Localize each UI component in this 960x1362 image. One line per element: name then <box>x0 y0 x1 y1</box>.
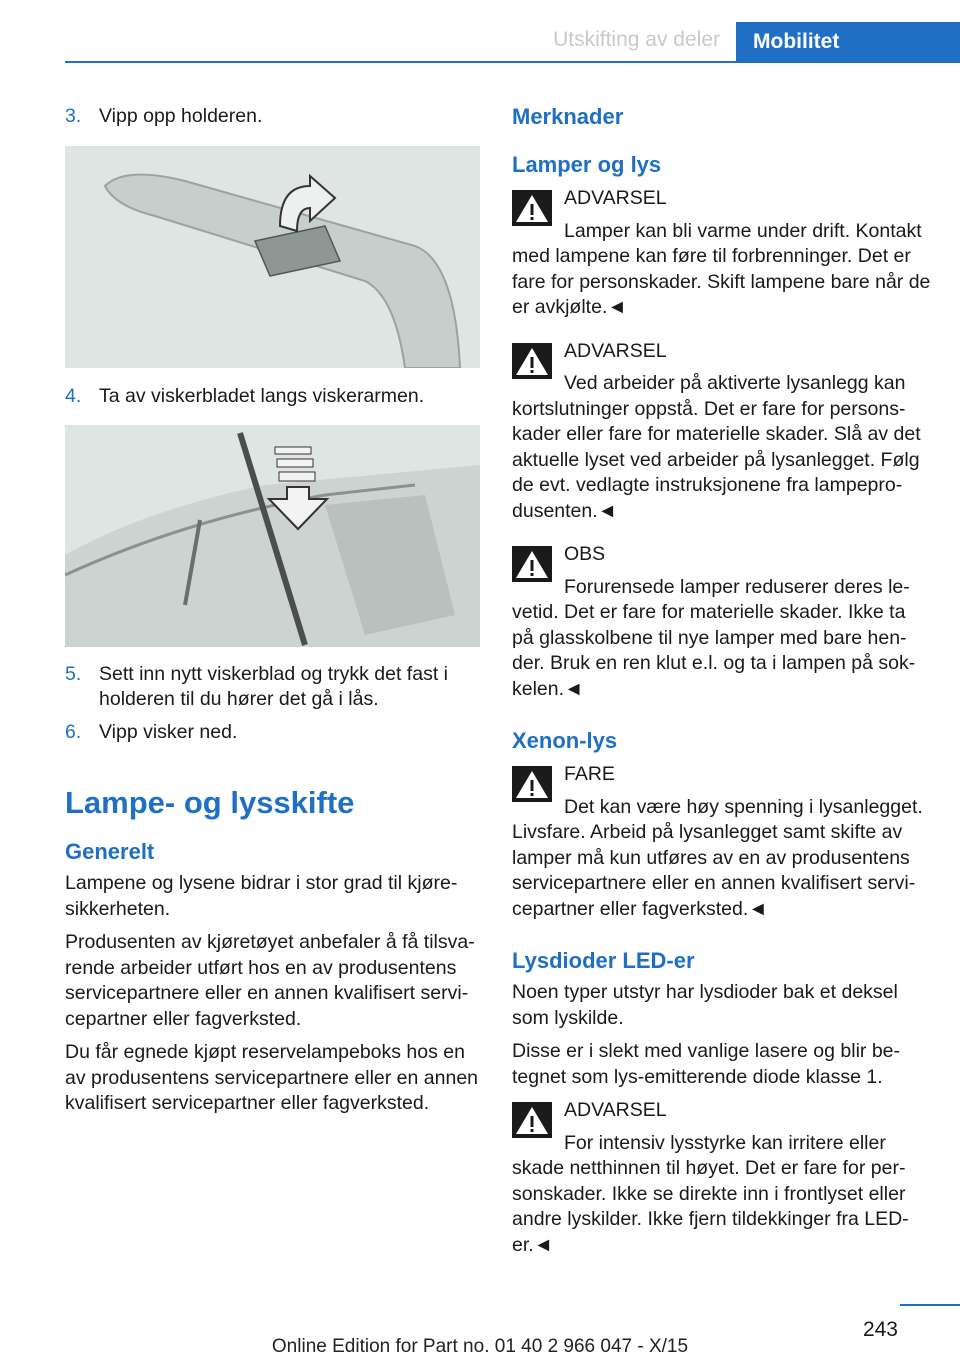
step-number: 4. <box>65 385 82 407</box>
warning-box <box>512 339 932 525</box>
step-text: Ta av viskerbladet langs viskerarmen. <box>99 385 425 407</box>
step-number: 3. <box>65 105 82 127</box>
warning-text-cont: kortslutninger oppstå. Det er fare for personskader eller fare for materielle skader. Slå av det aktuelle lyset ved arbeider på lysanlegget. Følg de evt. vedlagte instruksjonene fra lampeprodusenten.◄ <box>512 397 921 522</box>
warning-triangle-icon <box>512 190 552 226</box>
page-header <box>0 0 960 62</box>
warning-text-cont: vetid. Det er fare for materielle skader. Ikke ta på glasskolbene til nye lamper med bare hender. Bruk en ren klut e.l. og ta i lampen på sokkelen.◄ <box>512 601 916 700</box>
warning-triangle-icon <box>512 343 552 379</box>
right-column <box>512 100 932 1258</box>
step-5 <box>65 662 480 712</box>
warning-label: FARE <box>564 763 615 785</box>
subheading-generelt: Generelt <box>65 839 155 864</box>
warning-text: Forurensede lamper reduserer deres le- <box>564 575 910 598</box>
section-led: Lysdioder LED-er <box>512 948 695 973</box>
warning-text-cont: med lampene kan føre til forbrenninger. Det er fare for personskader. Skift lampene bare når de er avkjølte.◄ <box>512 245 931 318</box>
warning-triangle-icon <box>512 546 552 582</box>
paragraph: Lampene og lysene bidrar i stor grad til kjøresikkerheten. <box>65 872 458 920</box>
warning-triangle-icon <box>512 1102 552 1138</box>
wiper-holder-figure <box>65 146 480 368</box>
step-text: Vipp opp holderen. <box>99 105 263 127</box>
paragraph: Noen typer utstyr har lysdioder bak et deksel som lyskilde. <box>512 981 898 1029</box>
chapter-heading: Lampe- og lysskifte <box>65 785 355 820</box>
wiper-blade-figure <box>65 425 480 647</box>
warning-label: OBS <box>564 543 606 565</box>
warning-label: ADVARSEL <box>564 1099 667 1121</box>
section-title: Utskifting av deler <box>553 28 720 51</box>
step-text: Sett inn nytt viskerblad og trykk det fast i holderen til du hører det gå i lås. <box>99 663 448 710</box>
warning-triangle-icon <box>512 766 552 802</box>
step-6 <box>65 720 480 745</box>
danger-box <box>512 762 932 922</box>
warning-text: For intensiv lysstyrke kan irritere eller <box>564 1131 886 1154</box>
warning-text: Ved arbeider på aktiverte lysanlegg kan <box>564 372 906 394</box>
header-rule <box>65 61 960 63</box>
step-3 <box>65 104 480 129</box>
warning-box <box>512 1098 932 1258</box>
notes-title: Merknader <box>512 104 624 129</box>
paragraph: Produsenten av kjøretøyet anbefaler å få tilsvarende arbeider utført hos en av produsentens servicepartnere eller en annen kvalifisert servicepartner eller fagverksted. <box>65 931 475 1030</box>
paragraph: Du får egnede kjøpt reservelampeboks hos en av produsentens servicepartnere eller en annen kvalifisert servicepartner eller fagverksted. <box>65 1041 479 1114</box>
warning-text-cont: Livsfare. Arbeid på lysanlegget samt skifte av lamper må kun utføres av en av produsentens servicepartnere eller en annen kvalifisert servicepartner eller fagverksted.◄ <box>512 821 916 920</box>
step-4 <box>65 384 480 409</box>
paragraph: Disse er i slekt med vanlige lasere og blir betegnet som lys-emitterende diode klasse 1. <box>512 1040 901 1088</box>
warning-text: Lamper kan bli varme under drift. Kontakt <box>564 219 922 242</box>
chapter-tab: Mobilitet <box>736 22 960 62</box>
left-column <box>65 100 480 1117</box>
step-number: 5. <box>65 663 82 685</box>
section-lamps: Lamper og lys <box>512 152 662 177</box>
section-xenon: Xenon-lys <box>512 728 618 753</box>
footer-rule <box>900 1304 960 1306</box>
step-number: 6. <box>65 721 82 743</box>
step-text: Vipp visker ned. <box>99 721 238 743</box>
warning-label: ADVARSEL <box>564 187 667 209</box>
edition-note: Online Edition for Part no. 01 40 2 966 047 - X/15 <box>271 1336 689 1357</box>
warning-box <box>512 186 932 321</box>
page-number: 243 <box>862 1318 898 1341</box>
caution-box <box>512 542 932 702</box>
warning-text-cont: skade netthinnen til høyet. Det er fare for personskader. Ikke se direkte inn i frontlyset eller andre lyskilder. Ikke fjern tildekkinger fra LED-er.◄ <box>512 1157 909 1256</box>
warning-label: ADVARSEL <box>564 339 667 362</box>
warning-text: Det kan være høy spenning i lysanlegget. <box>564 795 923 818</box>
